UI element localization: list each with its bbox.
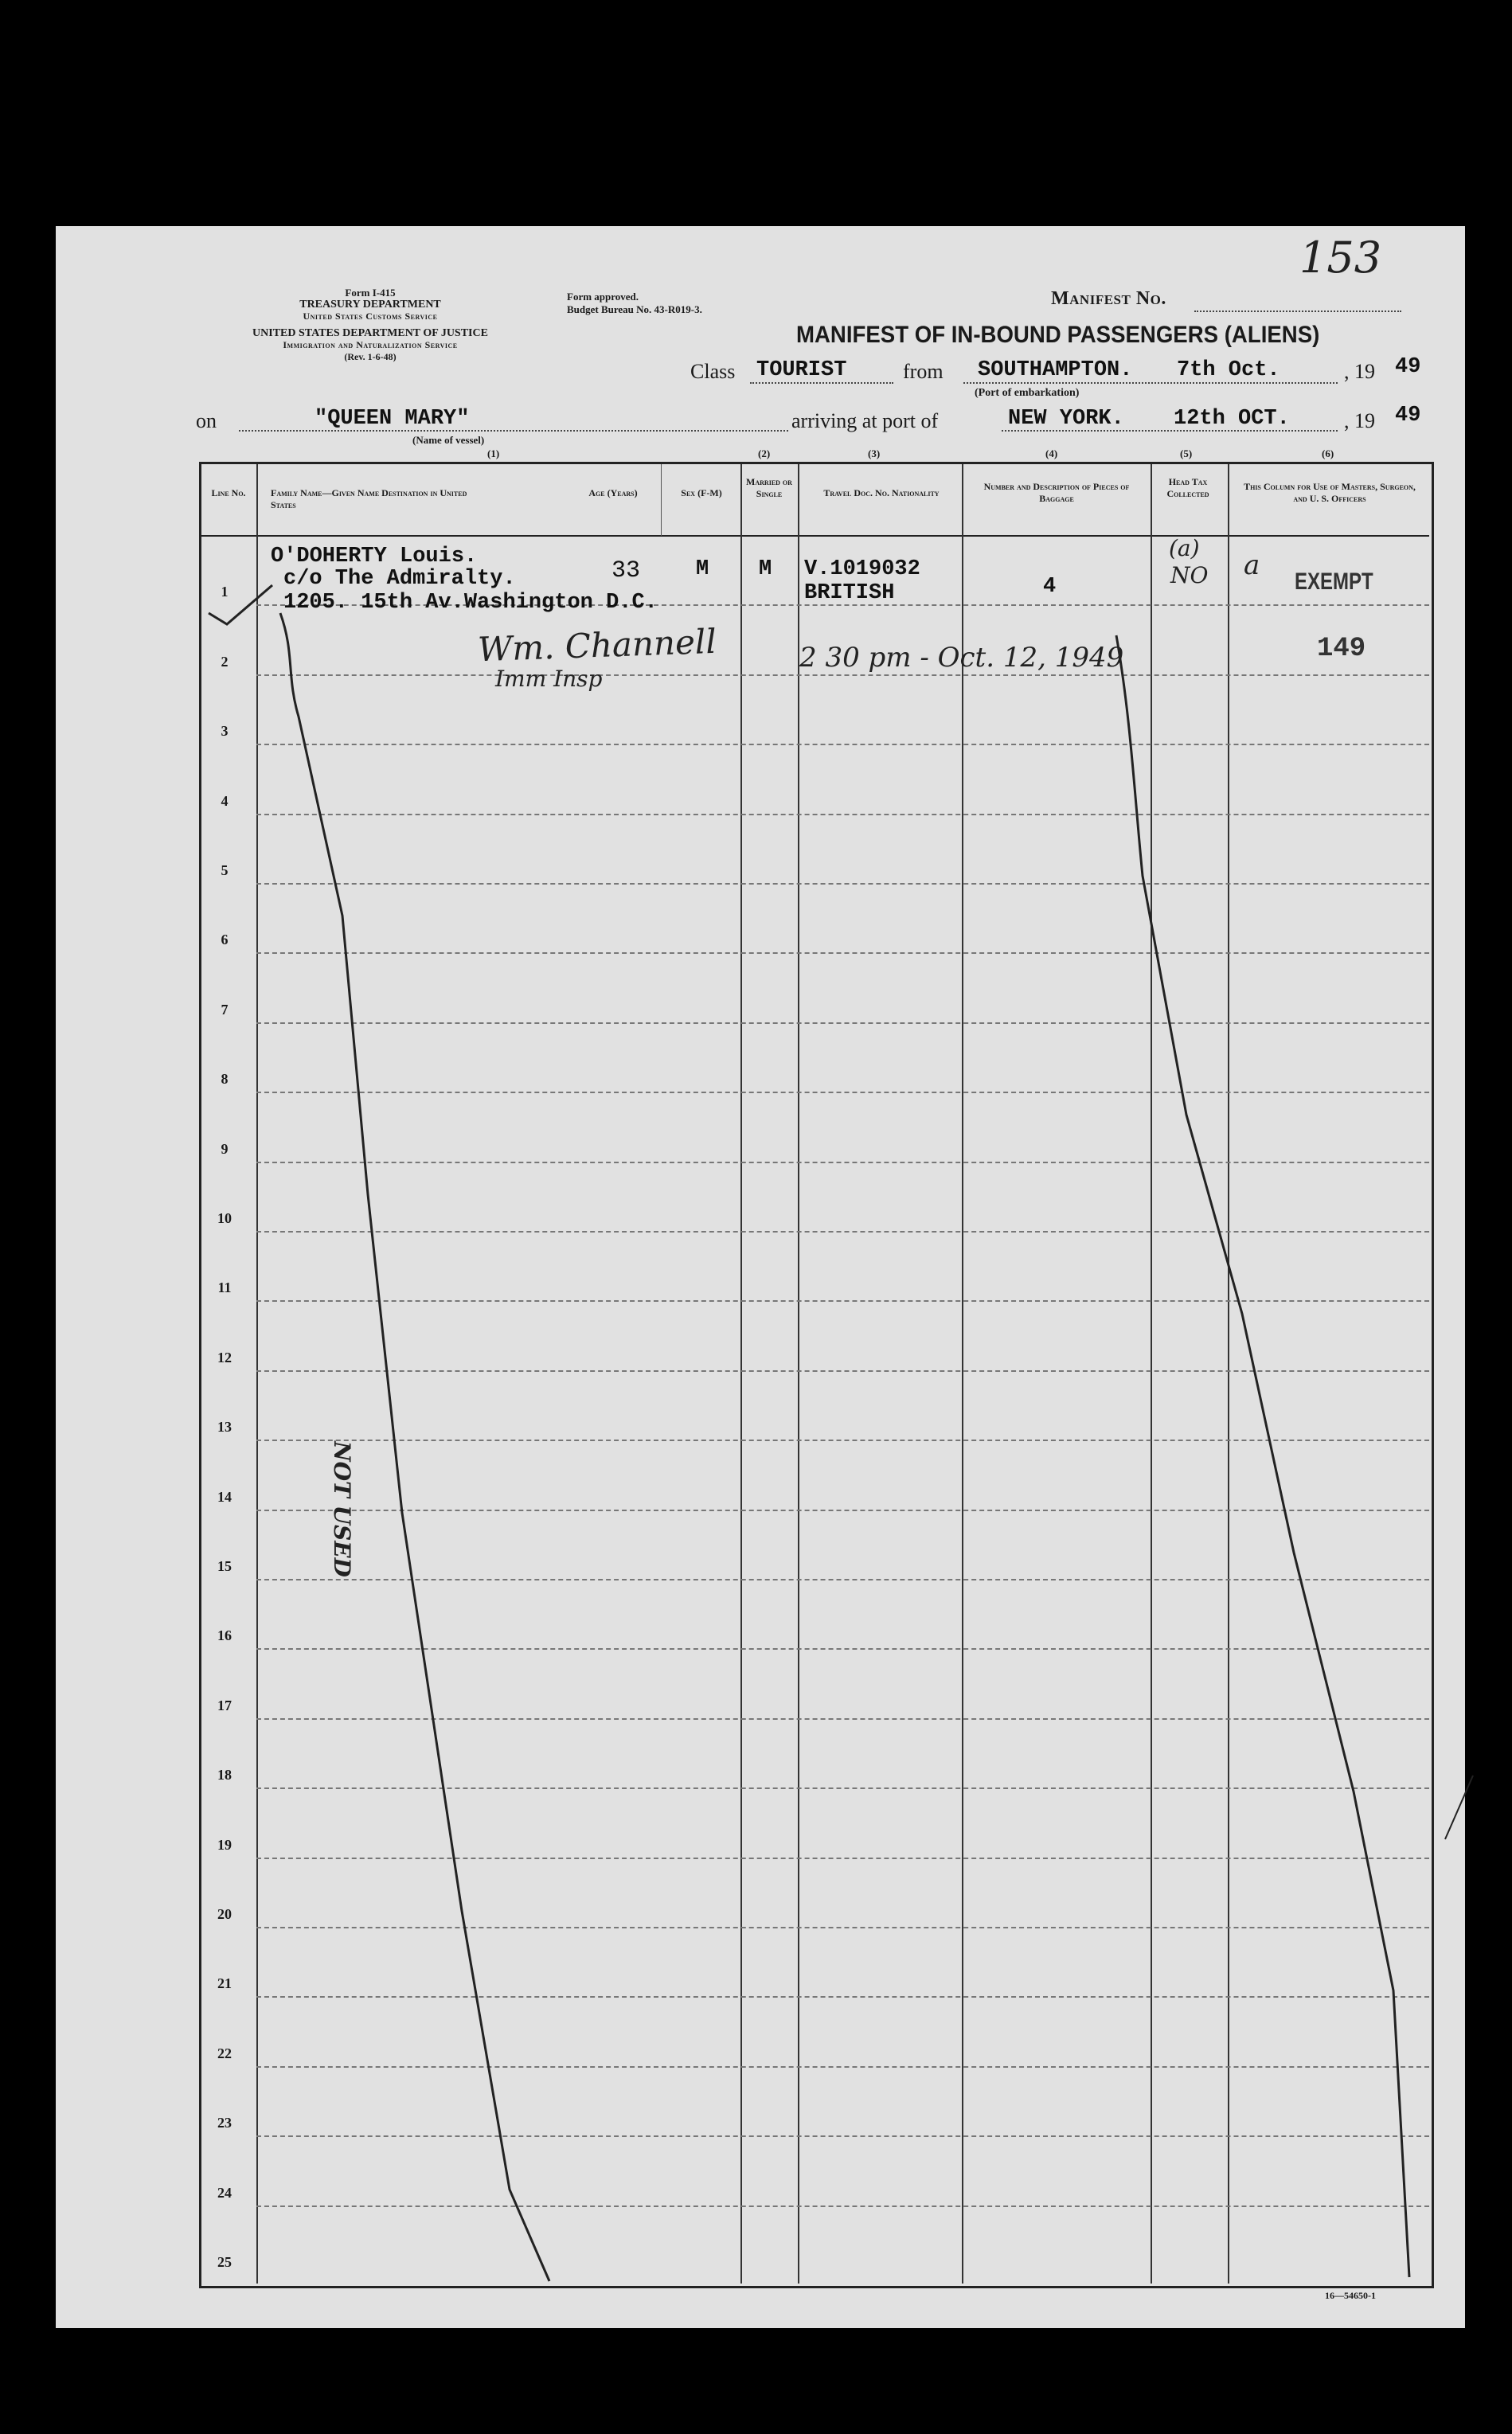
line-number: 6 <box>221 932 229 948</box>
line-number: 8 <box>221 1071 229 1088</box>
depart-year: 49 <box>1395 355 1421 379</box>
line-number: 4 <box>221 792 229 809</box>
line-number: 21 <box>217 1975 232 1992</box>
arriving-label: arriving at port of <box>791 409 939 432</box>
header-travel: Travel Doc. No. Nationality <box>823 487 940 498</box>
form-approved: Form approved. <box>567 291 639 303</box>
passenger-sex: M <box>696 557 709 581</box>
colnum-6: (6) <box>1322 447 1334 459</box>
line-number: 10 <box>217 1210 232 1226</box>
line-number: 22 <box>217 2045 232 2061</box>
cancel-line-right <box>1116 635 1409 2277</box>
inspector-title: Imm Insp <box>495 666 603 692</box>
line-number: 9 <box>221 1140 229 1157</box>
passenger-marital: M <box>759 557 772 581</box>
colnum-3: (3) <box>868 447 881 459</box>
baggage-count: 4 <box>1043 575 1057 599</box>
header-sex: Sex (F-M) <box>681 487 722 498</box>
line-number: 5 <box>221 862 229 878</box>
from-port: SOUTHAMPTON. <box>978 358 1133 382</box>
line-number: 18 <box>217 1767 232 1784</box>
line-number: 23 <box>217 2115 232 2131</box>
not-used-note: NOT USED <box>329 1441 355 1577</box>
vessel-caption: (Name of vessel) <box>412 434 485 446</box>
line-number: 14 <box>217 1488 232 1505</box>
ins-service: Immigration and Naturalization Service <box>283 339 458 350</box>
line-number: 11 <box>217 1280 232 1296</box>
port-caption: (Port of embarkation) <box>975 387 1080 399</box>
headtax-value: NO <box>1170 562 1209 588</box>
line-number: 24 <box>217 2184 232 2201</box>
margin-mark <box>1445 1776 1473 1839</box>
header-officers: This Column for Use of Masters, Surgeon, and U. S. Officers <box>1244 481 1416 504</box>
line-number: 17 <box>217 1697 232 1713</box>
exempt-stamp: EXEMPT <box>1295 568 1373 595</box>
arrive-port: NEW YORK. <box>1008 407 1124 431</box>
year-prefix-2: , 19 <box>1344 409 1375 432</box>
customs-service: United States Customs Service <box>303 311 438 322</box>
header-line-no: Line No. <box>211 487 246 498</box>
inspector-signature: Wm. Channell <box>477 621 717 670</box>
year-prefix-1: , 19 <box>1344 360 1375 383</box>
footer-code: 16—54650-1 <box>1325 2290 1376 2301</box>
number-149: 149 <box>1317 634 1366 664</box>
headtax-code: (a) <box>1169 535 1200 561</box>
colnum-2: (2) <box>758 447 771 459</box>
cancel-line-left <box>280 613 549 2281</box>
vessel-name: "QUEEN MARY" <box>315 407 470 431</box>
passenger-address-1: c/o The Admiralty. <box>283 567 516 591</box>
justice-dept: UNITED STATES DEPARTMENT OF JUSTICE <box>252 327 488 339</box>
class-label: Class <box>690 360 736 383</box>
class-value: TOURIST <box>756 358 847 382</box>
check-mark <box>209 585 272 624</box>
colnum-1: (1) <box>487 447 500 459</box>
line-number: 13 <box>217 1419 232 1436</box>
line-number: 12 <box>217 1349 232 1365</box>
depart-date: 7th Oct. <box>1177 358 1280 382</box>
inspection-timestamp: 2 30 pm - Oct. 12, 1949 <box>799 642 1124 674</box>
corner-number: 153 <box>1299 232 1382 283</box>
line-number: 7 <box>221 1001 229 1018</box>
header-headtax: Head Tax Collected <box>1166 476 1209 499</box>
arrive-year: 49 <box>1395 404 1421 428</box>
nationality: BRITISH <box>804 581 895 605</box>
header-married: Married or Single <box>746 476 792 499</box>
arrive-date: 12th OCT. <box>1174 407 1290 431</box>
officer-mark: a <box>1244 549 1260 581</box>
colnum-5: (5) <box>1180 447 1193 459</box>
passenger-age: 33 <box>611 557 641 584</box>
line-number: 1 <box>221 584 229 600</box>
manifest-no-label: Manifest No. <box>1051 288 1166 309</box>
header-baggage: Number and Description of Pieces of Baggage <box>983 481 1130 504</box>
manifest-title: MANIFEST OF IN-BOUND PASSENGERS (ALIENS) <box>796 322 1320 348</box>
travel-doc-no: V.1019032 <box>804 557 920 581</box>
line-number: 25 <box>217 2254 232 2270</box>
treasury-dept: TREASURY DEPARTMENT <box>299 299 441 311</box>
line-number: 2 <box>221 653 229 670</box>
line-number: 3 <box>221 723 229 740</box>
passenger-name: O'DOHERTY Louis. <box>271 545 478 568</box>
line-number: 19 <box>217 1836 232 1853</box>
from-label: from <box>903 360 944 383</box>
header-age: Age (Years) <box>588 487 638 498</box>
line-number: 16 <box>217 1627 232 1644</box>
line-number: 20 <box>217 1906 232 1922</box>
form-rev: (Rev. 1-6-48) <box>344 351 397 362</box>
header-name: Family Name—Given Name Destination in United States <box>271 487 467 510</box>
form-number: Form I-415 <box>345 287 396 299</box>
line-number: 15 <box>217 1558 232 1574</box>
on-label: on <box>196 409 217 432</box>
passenger-address-2: 1205. 15th Av.Washington D.C. <box>283 591 658 615</box>
budget-bureau: Budget Bureau No. 43-R019-3. <box>567 303 702 315</box>
colnum-4: (4) <box>1045 447 1058 459</box>
